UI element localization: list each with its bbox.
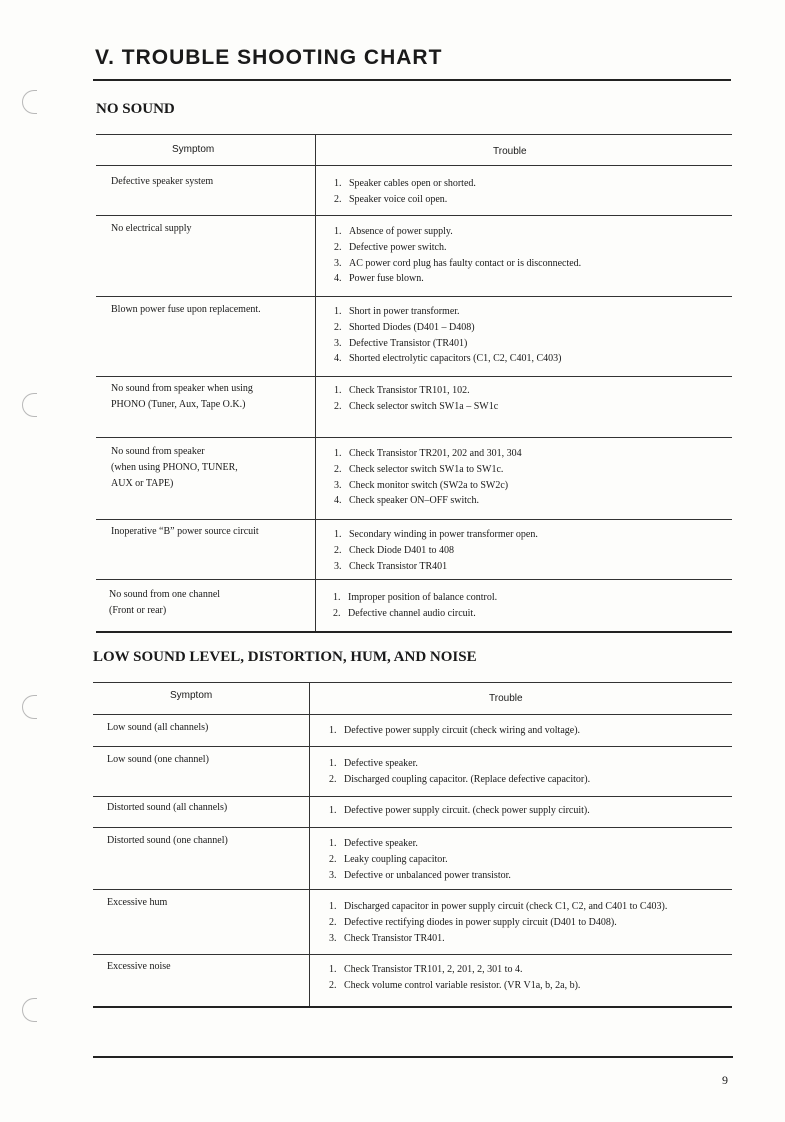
section-heading-low-sound: LOW SOUND LEVEL, DISTORTION, HUM, AND NOISE [93,649,477,665]
footer-rule [93,1056,733,1058]
trouble-item: 1. Defective speaker. [329,838,418,849]
page-number: 9 [722,1073,728,1087]
trouble-item: 1. Defective speaker. [329,758,418,769]
page-title: V. TROUBLE SHOOTING CHART [95,46,443,69]
trouble-item: 2. Check Diode D401 to 408 [334,544,454,556]
symptom-cell [111,381,253,413]
column-divider [315,134,316,632]
trouble-item: 1. Absence of power supply. [334,226,453,237]
trouble-list [329,962,580,994]
symptom-header: Symptom [170,690,213,701]
symptom-text: No sound from speaker when using [111,383,253,394]
symptom-header: Symptom [172,144,215,155]
table-rule [96,519,732,520]
trouble-item: 2. Defective power switch. [334,241,447,253]
symptom-text: No sound from speaker [111,446,205,457]
trouble-item: 1. Improper position of balance control. [333,592,498,603]
trouble-item: 2. Speaker voice coil open. [334,193,448,205]
trouble-item: 2. Discharged coupling capacitor. (Replace defective capacitor). [329,773,591,785]
trouble-item: 1. Defective power supply circuit (check wiring and voltage). [329,725,581,736]
symptom-text: Defective speaker system [111,176,214,187]
symptom-cell [111,221,192,237]
trouble-item: 4. Power fuse blown. [334,273,424,285]
table-rule [96,579,732,580]
trouble-item: 1. Secondary winding in power transformer open. [334,529,538,540]
table-rule [96,376,732,377]
symptom-text: Blown power fuse upon replacement. [111,304,261,315]
table-rule [93,889,732,890]
trouble-item: 1. Check Transistor TR101, 2, 201, 2, 301 to 4. [329,964,523,975]
trouble-item: 2. Check volume control variable resistor. (VR V1a, b, 2a, b). [329,979,581,991]
section-heading-no-sound: NO SOUND [96,101,175,117]
trouble-item: 3. Defective Transistor (TR401) [334,337,468,349]
trouble-list [329,803,590,819]
trouble-item: 2. Defective rectifying diodes in power supply circuit (D401 to D408). [329,916,617,928]
table-rule [93,796,732,797]
trouble-item: 1. Short in power transformer. [334,306,460,317]
symptom-text: No sound from one channel [109,589,221,600]
trouble-item: 1. Discharged capacitor in power supply circuit (check C1, C2, and C401 to C403). [329,901,668,912]
trouble-list [329,756,590,788]
binder-hole [22,695,37,719]
table-rule [96,631,732,633]
table-rule [96,296,732,297]
trouble-item: 1. Check Transistor TR201, 202 and 301, 304 [334,448,522,459]
trouble-list [334,224,581,287]
symptom-cell [111,524,259,540]
trouble-item: 1. Speaker cables open or shorted. [334,178,476,189]
symptom-cell [111,174,213,190]
symptom-cell [107,959,171,975]
table-rule [93,1006,732,1008]
symptom-text: Excessive hum [107,897,168,908]
trouble-header: Trouble [493,146,527,157]
trouble-item: 3. Defective or unbalanced power transistor. [329,869,511,881]
binder-hole [22,90,37,114]
symptom-text: PHONO (Tuner, Aux, Tape O.K.) [111,399,246,410]
trouble-list [334,176,476,208]
trouble-list [333,590,497,622]
symptom-text: Low sound (all channels) [107,722,209,733]
symptom-text: Inoperative “B” power source circuit [111,526,259,537]
table-rule [93,682,732,683]
binder-hole [22,998,37,1022]
symptom-text: No electrical supply [111,223,192,234]
trouble-item: 3. AC power cord plug has faulty contact or is disconnected. [334,257,582,269]
trouble-item: 2. Check selector switch SW1a – SW1c [334,400,499,412]
title-rule [93,79,731,81]
table-rule [93,954,732,955]
table-rule [93,827,732,828]
trouble-item: 2. Leaky coupling capacitor. [329,853,448,865]
table-rule [93,746,732,747]
symptom-text: Excessive noise [107,961,171,972]
symptom-text: Distorted sound (one channel) [107,835,228,846]
trouble-item: 3. Check Transistor TR401 [334,560,448,572]
table-rule [93,714,732,715]
table-rule [96,215,732,216]
trouble-item: 1. Check Transistor TR101, 102. [334,385,470,396]
table-rule [96,437,732,438]
trouble-item: 2. Check selector switch SW1a to SW1c. [334,463,504,475]
symptom-text: (when using PHONO, TUNER, [111,462,238,473]
symptom-cell [107,800,227,816]
table-rule [96,165,732,166]
trouble-item: 4. Shorted electrolytic capacitors (C1, C2, C401, C403) [334,353,562,365]
trouble-list [334,527,538,574]
symptom-cell [107,752,209,768]
trouble-list [329,899,667,946]
trouble-item: 4. Check speaker ON–OFF switch. [334,495,479,507]
column-divider [309,682,310,1007]
trouble-item: 2. Shorted Diodes (D401 – D408) [334,321,475,333]
trouble-list [334,446,522,509]
trouble-list [329,723,580,739]
trouble-item: 1. Defective power supply circuit. (check power supply circuit). [329,805,590,816]
trouble-item: 3. Check monitor switch (SW2a to SW2c) [334,479,509,491]
symptom-cell [107,833,228,849]
symptom-text: (Front or rear) [109,605,167,616]
symptom-cell [109,587,220,619]
symptom-text: Distorted sound (all channels) [107,802,228,813]
symptom-cell [107,895,167,911]
symptom-cell [111,302,261,318]
symptom-text: Low sound (one channel) [107,754,209,765]
table-rule [96,134,732,135]
binder-hole [22,393,37,417]
symptom-text: AUX or TAPE) [111,478,174,489]
trouble-item: 3. Check Transistor TR401. [329,932,445,944]
symptom-cell [111,444,238,492]
trouble-item: 2. Defective channel audio circuit. [333,607,476,619]
trouble-list [329,836,511,883]
trouble-header: Trouble [489,693,523,704]
trouble-list [334,304,561,367]
trouble-list [334,383,498,415]
symptom-cell [107,720,208,736]
